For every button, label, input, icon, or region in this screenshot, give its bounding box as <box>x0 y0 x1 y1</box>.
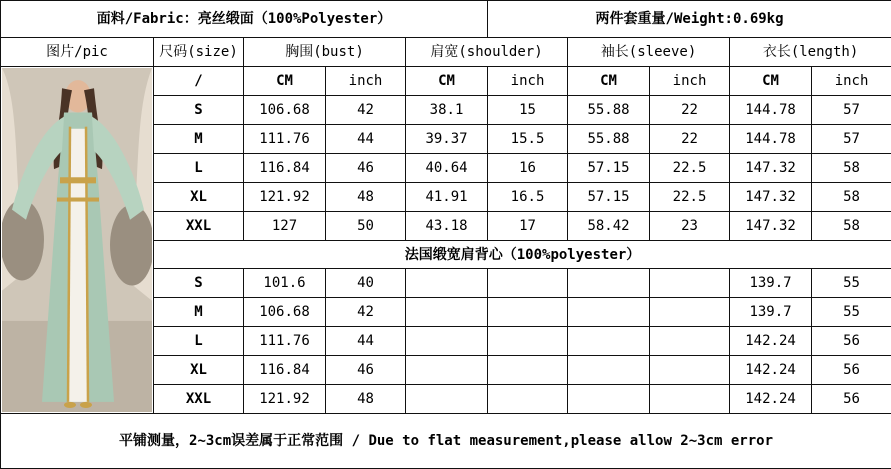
empty-cell <box>406 356 488 385</box>
product-photo-cell <box>1 67 154 414</box>
size-label: XL <box>154 183 244 212</box>
bust-inch-value: 42 <box>326 96 406 125</box>
empty-cell <box>568 269 650 298</box>
empty-cell <box>488 385 568 414</box>
empty-cell <box>406 385 488 414</box>
size-label: L <box>154 327 244 356</box>
bust-cm-value: 111.76 <box>244 125 326 154</box>
empty-cell <box>406 327 488 356</box>
bust-inch-value: 46 <box>326 356 406 385</box>
shoulder-cm-value: 39.37 <box>406 125 488 154</box>
bust-cm-value: 121.92 <box>244 183 326 212</box>
length-inch-value: 55 <box>812 269 891 298</box>
header-pic: 图片/pic <box>1 38 154 67</box>
length-inch-value: 56 <box>812 356 891 385</box>
unit-length-inch: inch <box>812 67 891 96</box>
unit-shoulder-inch: inch <box>488 67 568 96</box>
sleeve-cm-value: 55.88 <box>568 125 650 154</box>
length-inch-value: 56 <box>812 385 891 414</box>
length-cm-value: 147.32 <box>730 183 812 212</box>
bust-cm-value: 116.84 <box>244 356 326 385</box>
sleeve-cm-value: 55.88 <box>568 96 650 125</box>
empty-cell <box>650 327 730 356</box>
length-cm-value: 139.7 <box>730 298 812 327</box>
product-photo <box>2 68 152 412</box>
unit-row <box>1 67 891 96</box>
fabric-title: 面料/Fabric：亮丝缎面（100%Polyester） <box>1 1 488 38</box>
sleeve-inch-value: 22.5 <box>650 183 730 212</box>
empty-cell <box>568 385 650 414</box>
bust-cm-value: 101.6 <box>244 269 326 298</box>
empty-cell <box>568 356 650 385</box>
unit-slash: / <box>154 67 244 96</box>
bust-inch-value: 46 <box>326 154 406 183</box>
length-cm-value: 142.24 <box>730 385 812 414</box>
length-cm-value: 144.78 <box>730 96 812 125</box>
bust-inch-value: 44 <box>326 125 406 154</box>
bust-cm-value: 106.68 <box>244 96 326 125</box>
length-cm-value: 142.24 <box>730 356 812 385</box>
unit-length-cm: CM <box>730 67 812 96</box>
bust-cm-value: 111.76 <box>244 327 326 356</box>
empty-cell <box>650 269 730 298</box>
shoulder-inch-value: 16.5 <box>488 183 568 212</box>
bust-inch-value: 42 <box>326 298 406 327</box>
length-inch-value: 57 <box>812 96 891 125</box>
length-cm-value: 144.78 <box>730 125 812 154</box>
vest-section-title: 法国缎宽肩背心（100%polyester） <box>154 241 891 269</box>
size-label: S <box>154 269 244 298</box>
title-row <box>1 1 891 38</box>
bust-inch-value: 50 <box>326 212 406 241</box>
empty-cell <box>650 298 730 327</box>
header-size: 尺码(size) <box>154 38 244 67</box>
empty-cell <box>406 269 488 298</box>
shoulder-cm-value: 41.91 <box>406 183 488 212</box>
shoulder-inch-value: 17 <box>488 212 568 241</box>
header-sleeve: 袖长(sleeve) <box>568 38 730 67</box>
sleeve-cm-value: 57.15 <box>568 154 650 183</box>
size-label: L <box>154 154 244 183</box>
size-label: M <box>154 298 244 327</box>
shoulder-inch-value: 15.5 <box>488 125 568 154</box>
length-inch-value: 55 <box>812 298 891 327</box>
bust-cm-value: 116.84 <box>244 154 326 183</box>
empty-cell <box>406 298 488 327</box>
sleeve-inch-value: 22 <box>650 96 730 125</box>
shoulder-cm-value: 40.64 <box>406 154 488 183</box>
length-cm-value: 147.32 <box>730 154 812 183</box>
bust-cm-value: 121.92 <box>244 385 326 414</box>
bust-inch-value: 40 <box>326 269 406 298</box>
sleeve-inch-value: 22.5 <box>650 154 730 183</box>
header-bust: 胸围(bust) <box>244 38 406 67</box>
header-length: 衣长(length) <box>730 38 891 67</box>
size-label: XXL <box>154 212 244 241</box>
length-inch-value: 57 <box>812 125 891 154</box>
size-label: XL <box>154 356 244 385</box>
length-cm-value: 139.7 <box>730 269 812 298</box>
weight-title: 两件套重量/Weight:0.69kg <box>488 1 891 38</box>
unit-bust-inch: inch <box>326 67 406 96</box>
sleeve-inch-value: 23 <box>650 212 730 241</box>
unit-sleeve-cm: CM <box>568 67 650 96</box>
empty-cell <box>650 356 730 385</box>
shoulder-cm-value: 43.18 <box>406 212 488 241</box>
header-shoulder: 肩宽(shoulder) <box>406 38 568 67</box>
bust-cm-value: 127 <box>244 212 326 241</box>
bust-inch-value: 44 <box>326 327 406 356</box>
length-inch-value: 56 <box>812 327 891 356</box>
sleeve-inch-value: 22 <box>650 125 730 154</box>
empty-cell <box>488 269 568 298</box>
empty-cell <box>568 327 650 356</box>
length-cm-value: 147.32 <box>730 212 812 241</box>
length-inch-value: 58 <box>812 212 891 241</box>
unit-sleeve-inch: inch <box>650 67 730 96</box>
size-label: M <box>154 125 244 154</box>
length-inch-value: 58 <box>812 183 891 212</box>
unit-shoulder-cm: CM <box>406 67 488 96</box>
measurement-note: 平铺测量，2~3cm误差属于正常范围 / Due to flat measurement,please allow 2~3cm error <box>1 414 891 469</box>
header-row <box>1 38 891 67</box>
empty-cell <box>568 298 650 327</box>
sleeve-cm-value: 57.15 <box>568 183 650 212</box>
empty-cell <box>488 356 568 385</box>
shoulder-inch-value: 15 <box>488 96 568 125</box>
bust-inch-value: 48 <box>326 183 406 212</box>
empty-cell <box>488 298 568 327</box>
note-row <box>1 414 891 469</box>
empty-cell <box>488 327 568 356</box>
empty-cell <box>650 385 730 414</box>
length-cm-value: 142.24 <box>730 327 812 356</box>
unit-bust-cm: CM <box>244 67 326 96</box>
size-label: S <box>154 96 244 125</box>
bust-inch-value: 48 <box>326 385 406 414</box>
sleeve-cm-value: 58.42 <box>568 212 650 241</box>
size-label: XXL <box>154 385 244 414</box>
shoulder-inch-value: 16 <box>488 154 568 183</box>
model-dress-illustration <box>2 68 152 412</box>
shoulder-cm-value: 38.1 <box>406 96 488 125</box>
bust-cm-value: 106.68 <box>244 298 326 327</box>
length-inch-value: 58 <box>812 154 891 183</box>
